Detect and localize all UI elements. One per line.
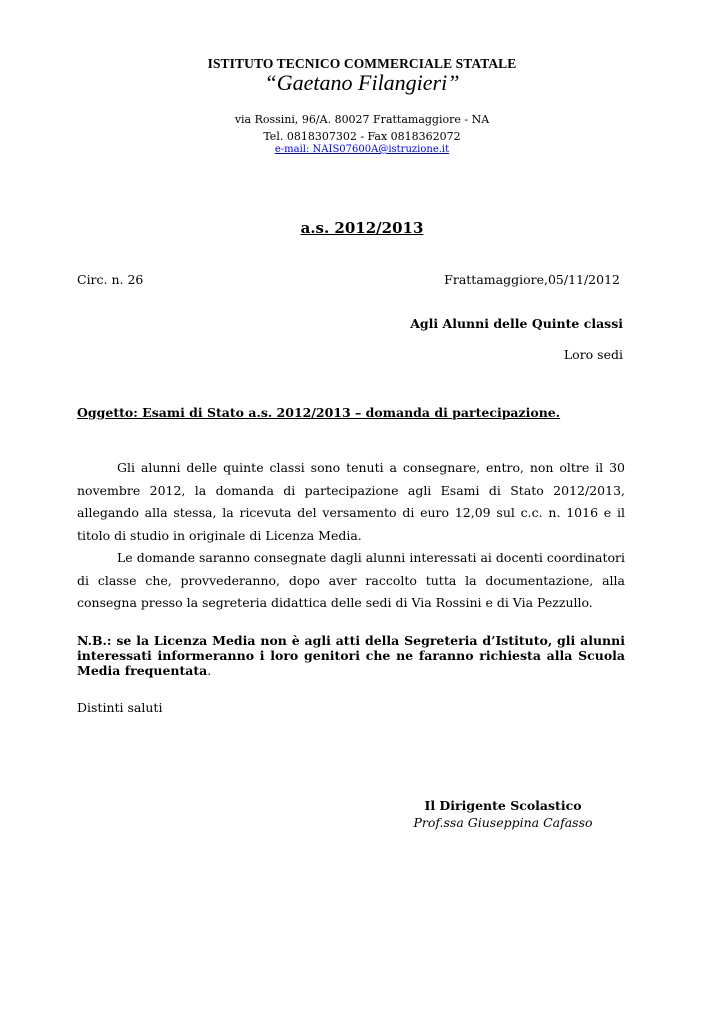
school-phone: Tel. 0818307302 - Fax 0818362072: [263, 130, 461, 143]
body-paragraph-2: Le domande saranno consegnate dagli alunni interessati ai docenti coordinatori di classe che, provvederanno, dopo aver raccolto tutta la documentazione, alla consegna presso la segreteria didattica delle sedi di Via Rossini e di Via Pezzullo.: [77, 550, 625, 610]
circular-number: Circ. n. 26: [77, 272, 144, 287]
signer-role: Il Dirigente Scolastico: [424, 798, 582, 813]
nota-bene-text: N.B.: se la Licenza Media non è agli atti della Segreteria d’Istituto, gli alunni interessati informeranno i loro genitori che ne faranno richiesta alla Scuola Media frequentata: [77, 633, 625, 678]
body-paragraph-1: Gli alunni delle quinte classi sono tenuti a consegnare, entro, non oltre il 30 novembre 2012, la domanda di partecipazione agli Esami di Stato 2012/2013, allegando alla stessa, la ricevuta del versamento di euro 12,09 sul c.c. n. 1016 e il titolo di studio in originale di Licenza Media.: [77, 460, 625, 543]
recipient-location: Loro sedi: [563, 347, 623, 362]
school-title: “Gaetano Filangieri”: [264, 70, 460, 95]
place-date: Frattamaggiore,05/11/2012: [444, 272, 620, 287]
school-email-link[interactable]: e-mail: NAIS07600A@istruzione.it: [274, 144, 450, 155]
school-name: ISTITUTO TECNICO COMMERCIALE STATALE: [207, 56, 517, 71]
recipient: Agli Alunni delle Quinte classi: [410, 316, 623, 331]
nota-bene: [77, 633, 625, 678]
subject-line: Oggetto: Esami di Stato a.s. 2012/2013 – domanda di partecipazione.: [77, 405, 561, 420]
nota-bene-end: .: [207, 663, 212, 678]
school-address: via Rossini, 96/A. 80027 Frattamaggiore - NA: [234, 113, 490, 126]
school-year-heading: a.s. 2012/2013: [300, 219, 424, 237]
signer-name: Prof.ssa Giuseppina Cafasso: [413, 815, 593, 830]
closing-greeting: Distinti saluti: [77, 700, 163, 715]
